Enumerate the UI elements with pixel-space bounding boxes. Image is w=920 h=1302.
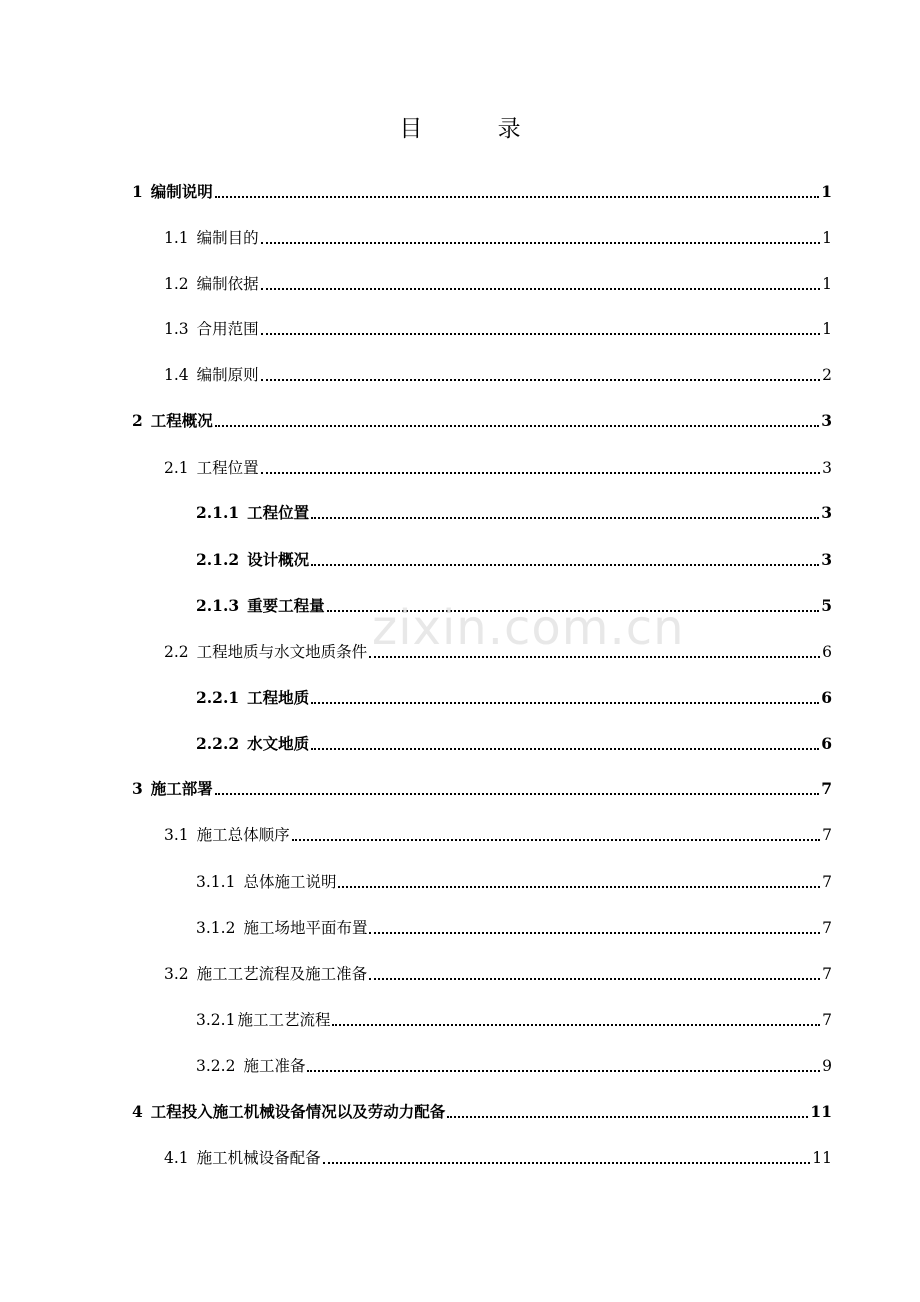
entry-number: 1.2 — [164, 275, 189, 293]
dot-leader — [215, 195, 819, 198]
entry-page-number: 7 — [821, 779, 832, 798]
entry-page-number: 7 — [822, 826, 832, 844]
toc-entry[interactable] — [164, 448, 832, 478]
entry-number: 1.3 — [164, 320, 189, 338]
toc-entry[interactable] — [132, 401, 832, 431]
dot-leader — [311, 747, 819, 750]
entry-text: 施工场地平面布置 — [243, 919, 368, 937]
entry-page-number: 6 — [821, 734, 832, 753]
toc-entry[interactable] — [164, 1138, 832, 1168]
entry-number: 3.2 — [164, 965, 189, 983]
dot-leader — [311, 563, 819, 566]
entry-number: 2.1.3 — [196, 596, 240, 615]
entry-page-number: 11 — [810, 1102, 832, 1121]
entry-page-number: 1 — [822, 320, 832, 338]
entry-page-number: 2 — [822, 366, 832, 384]
dot-leader — [323, 1161, 811, 1164]
toc-entry[interactable] — [196, 1046, 832, 1076]
entry-page-number: 5 — [821, 596, 832, 615]
toc-entry[interactable] — [196, 724, 832, 754]
toc-entry[interactable] — [132, 172, 832, 202]
dot-leader — [261, 287, 820, 290]
dot-leader — [338, 885, 820, 888]
entry-page-number: 1 — [822, 229, 832, 247]
dot-leader — [215, 792, 819, 795]
entry-text: 施工工艺流程及施工准备 — [196, 965, 368, 983]
toc-entry[interactable] — [164, 264, 832, 294]
entry-text: 编制说明 — [150, 182, 213, 201]
entry-text: 合用范围 — [196, 320, 259, 338]
entry-text: 重要工程量 — [247, 596, 325, 615]
entry-page-number: 3 — [822, 459, 832, 477]
dot-leader — [369, 977, 820, 980]
entry-number: 2.2.2 — [196, 734, 240, 753]
entry-text: 工程位置 — [196, 459, 259, 477]
entry-page-number: 1 — [822, 275, 832, 293]
entry-number: 4 — [132, 1102, 143, 1121]
dot-leader — [292, 838, 820, 841]
toc-entry[interactable] — [164, 355, 832, 385]
toc-entry[interactable] — [132, 1092, 832, 1122]
toc-entry[interactable] — [132, 769, 832, 799]
entry-page-number: 7 — [822, 873, 832, 891]
entry-page-number: 7 — [822, 1011, 832, 1029]
dot-leader — [311, 516, 819, 519]
entry-number: 2.2 — [164, 643, 189, 661]
dot-leader — [369, 931, 820, 934]
entry-page-number: 6 — [822, 643, 832, 661]
entry-number: 3.1 — [164, 826, 189, 844]
entry-text: 设计概况 — [247, 550, 310, 569]
watermark: zixin.com.cn — [372, 600, 685, 656]
toc-entry[interactable] — [196, 540, 832, 570]
entry-text: 编制原则 — [196, 366, 259, 384]
dot-leader — [261, 332, 820, 335]
dot-leader — [261, 241, 820, 244]
entry-text: 工程地质与水文地质条件 — [196, 643, 368, 661]
entry-number: 3.2.2 — [196, 1057, 236, 1075]
entry-text: 工程投入施工机械设备情况以及劳动力配备 — [150, 1102, 446, 1121]
entry-page-number: 11 — [812, 1149, 832, 1167]
entry-page-number: 6 — [821, 688, 832, 707]
dot-leader — [307, 1069, 820, 1072]
toc-entry[interactable] — [164, 309, 832, 339]
entry-number: 1.4 — [164, 366, 189, 384]
entry-number: 2.1.2 — [196, 550, 240, 569]
entry-page-number: 9 — [822, 1057, 832, 1075]
entry-text: 水文地质 — [247, 734, 310, 753]
entry-number: 2 — [132, 411, 143, 430]
dot-leader — [215, 424, 819, 427]
toc-entry[interactable] — [196, 493, 832, 523]
entry-number: 2.1.1 — [196, 503, 240, 522]
entry-number: 1 — [132, 182, 143, 201]
dot-leader — [261, 378, 820, 381]
entry-text: 施工机械设备配备 — [196, 1149, 321, 1167]
entry-text: 施工部署 — [150, 779, 213, 798]
entry-number: 2.2.1 — [196, 688, 240, 707]
entry-text: 工程概况 — [150, 411, 213, 430]
entry-page-number: 3 — [821, 550, 832, 569]
dot-leader — [261, 471, 820, 474]
entry-number: 1.1 — [164, 229, 189, 247]
entry-text: 施工总体顺序 — [196, 826, 290, 844]
entry-number: 3.1.2 — [196, 919, 236, 937]
entry-text: 编制目的 — [196, 229, 259, 247]
entry-page-number: 7 — [822, 965, 832, 983]
entry-page-number: 3 — [821, 503, 832, 522]
entry-text: 施工工艺流程 — [237, 1011, 331, 1029]
entry-number: 3.2.1 — [196, 1011, 236, 1029]
toc-entry[interactable] — [196, 1000, 832, 1030]
toc-entry[interactable] — [164, 218, 832, 248]
entry-page-number: 1 — [821, 182, 832, 201]
entry-number: 4.1 — [164, 1149, 189, 1167]
entry-text: 施工准备 — [243, 1057, 306, 1075]
dot-leader — [447, 1115, 808, 1118]
entry-text: 工程位置 — [247, 503, 310, 522]
entry-text: 总体施工说明 — [243, 873, 337, 891]
entry-page-number: 3 — [821, 411, 832, 430]
entry-page-number: 7 — [822, 919, 832, 937]
toc-entry[interactable] — [164, 815, 832, 845]
toc-entry[interactable] — [196, 908, 832, 938]
dot-leader — [311, 701, 819, 704]
dot-leader — [332, 1023, 820, 1026]
entry-number: 3 — [132, 779, 143, 798]
toc-title: 目 录 — [399, 116, 555, 142]
entry-text: 工程地质 — [247, 688, 310, 707]
toc-entry[interactable] — [196, 862, 832, 892]
entry-number: 2.1 — [164, 459, 189, 477]
entry-number: 3.1.1 — [196, 873, 236, 891]
toc-entry[interactable] — [164, 954, 832, 984]
toc-entry[interactable] — [196, 678, 832, 708]
entry-text: 编制依据 — [196, 275, 259, 293]
